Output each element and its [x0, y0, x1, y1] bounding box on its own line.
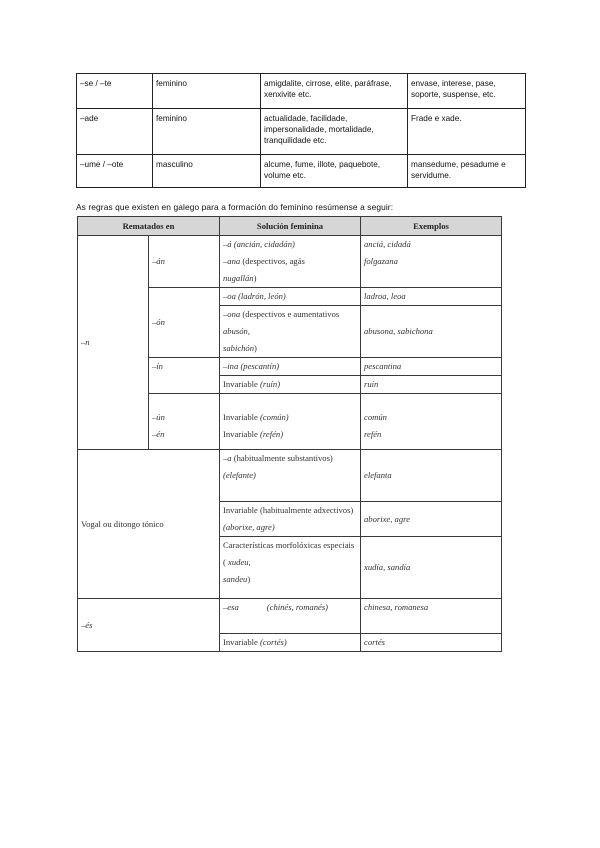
- header-row: [78, 217, 502, 236]
- intro-paragraph: As regras que existen en galego para a formación do feminino resúmense a seguir:: [76, 202, 394, 212]
- examples-cell: común refén: [361, 394, 502, 450]
- examples-cell: elefanta: [361, 450, 502, 502]
- words-cell: amigdalite, cirrose, elite, paráfrase, xenxivite etc.: [261, 74, 408, 109]
- table-row: [78, 450, 502, 502]
- solution-cell: –a (habitualmente substantivos) (elefante): [220, 450, 361, 502]
- examples-cell: ruín: [361, 376, 502, 394]
- words-cell: actualidade, facilidade, impersonalidade, mortalidade, tranquilidade etc.: [261, 109, 408, 155]
- table-row: [77, 155, 526, 188]
- gender-cell: masculino: [153, 155, 261, 188]
- table-row: [77, 109, 526, 155]
- gender-cell: feminino: [153, 109, 261, 155]
- solution-cell: Invariable (común) Invariable (refén): [220, 394, 361, 450]
- es-label: –és: [78, 599, 220, 652]
- examples-cell: abusona, sabichona: [361, 306, 502, 358]
- examples-cell: pescantina: [361, 358, 502, 376]
- words-cell: alcume, fume, illote, paquebote, volume etc.: [261, 155, 408, 188]
- header-examples: Exemplos: [361, 217, 502, 236]
- table-row: [78, 599, 502, 634]
- solution-cell: –ina (pescantín): [220, 358, 361, 376]
- header-ending: Rematados en: [78, 217, 220, 236]
- sub-ending-an: –án: [149, 236, 220, 288]
- table-row: [77, 74, 526, 109]
- group-n-label: –n: [78, 236, 149, 450]
- exceptions-cell: mansedume, pesadume e servidume.: [408, 155, 526, 188]
- exceptions-cell: Frade e xade.: [408, 109, 526, 155]
- solution-cell: –esa (chinés, romanés): [220, 599, 361, 634]
- ending-cell: –ade: [77, 109, 153, 155]
- vogal-label: Vogal ou ditongo tónico: [78, 450, 220, 599]
- solution-cell: Características morfolóxicas especiais ( xudeu, sandeu): [220, 537, 361, 599]
- sub-ending-in: –ín: [149, 358, 220, 394]
- gender-cell: feminino: [153, 74, 261, 109]
- ending-cell: –ume / –ote: [77, 155, 153, 188]
- table-row: [78, 236, 502, 288]
- gender-endings-table: [76, 73, 526, 188]
- exceptions-cell: envase, interese, pase, soporte, suspense, etc.: [408, 74, 526, 109]
- examples-cell: chinesa, romanesa: [361, 599, 502, 634]
- examples-cell: ladroa, leoa: [361, 288, 502, 306]
- solution-cell: Invariable (cortés): [220, 634, 361, 652]
- ending-cell: –se / –te: [77, 74, 153, 109]
- solution-cell: Invariable (ruín): [220, 376, 361, 394]
- solution-cell: –oa (ladrón, león): [220, 288, 361, 306]
- sub-ending-un-en: –ún –én: [149, 394, 220, 450]
- feminine-formation-table: [77, 216, 502, 652]
- examples-cell: xudía, sandía: [361, 537, 502, 599]
- solution-cell: Invariable (habitualmente adxectivos) (aborixe, agre): [220, 502, 361, 537]
- examples-cell: cortés: [361, 634, 502, 652]
- header-solution: Solución feminina: [220, 217, 361, 236]
- examples-cell: aborixe, agre: [361, 502, 502, 537]
- solution-cell: –á (ancián, cidadán) –ana (despectivos, agás nugallán): [220, 236, 361, 288]
- sub-ending-on: –ón: [149, 288, 220, 358]
- solution-cell: –ona (despectivos e aumentativos abusón, sabichón): [220, 306, 361, 358]
- examples-cell: anciá, cidadá folgazana: [361, 236, 502, 288]
